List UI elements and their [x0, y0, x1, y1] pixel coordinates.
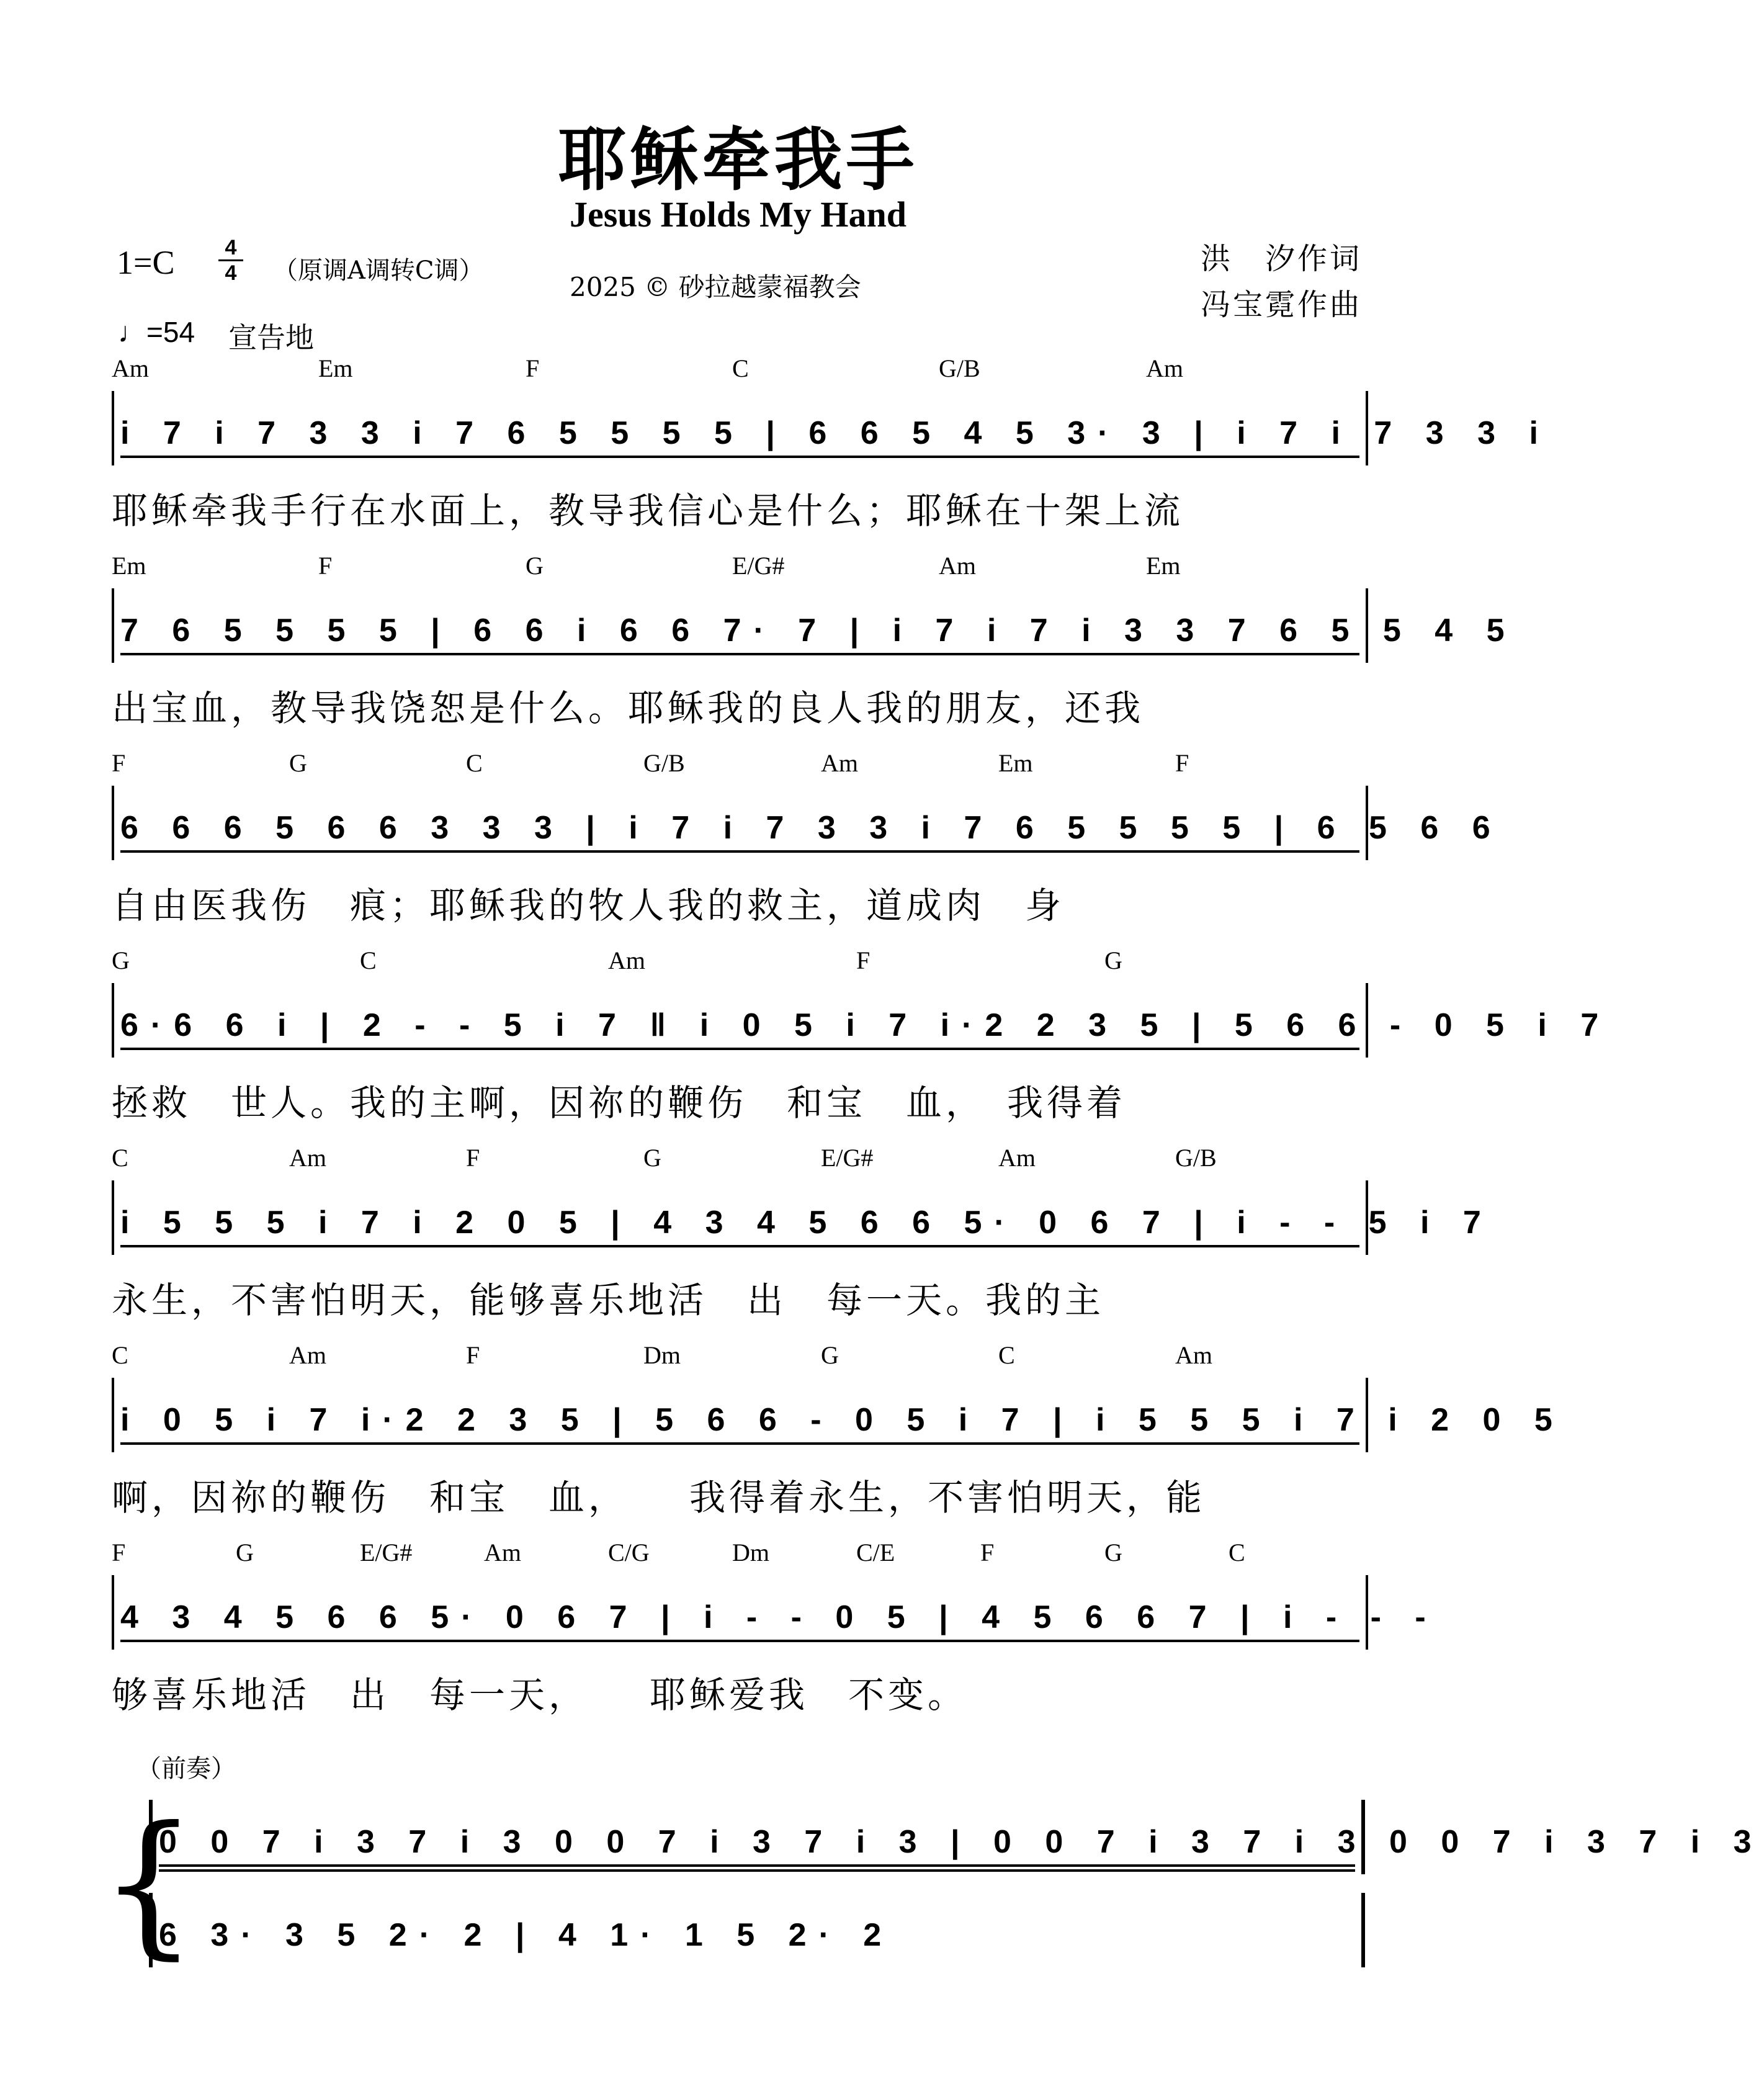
lyrics-line: 够喜乐地活 出 每一天， 耶稣爱我 不变。	[112, 1674, 968, 1716]
chord-symbol: G	[236, 1539, 254, 1566]
chord-symbol: G/B	[939, 354, 980, 382]
chord-symbol: Dm	[732, 1539, 769, 1566]
notation-row	[112, 391, 1551, 465]
chord-symbol: E/G#	[360, 1539, 413, 1566]
chord-symbol: Em	[998, 749, 1033, 777]
beam-line	[120, 456, 1359, 458]
chord-symbol: F	[466, 1144, 480, 1172]
chord-symbol: C	[1229, 1539, 1245, 1566]
time-signature	[218, 236, 243, 285]
chord-row	[112, 1532, 1368, 1575]
chord-symbol: F	[980, 1539, 995, 1566]
chord-symbol: C	[112, 1341, 128, 1369]
beam-line	[120, 653, 1359, 655]
chord-symbol: G/B	[1175, 1144, 1217, 1172]
prelude-upper-notes: 0 0 7 i 3 7 i 3 0 0 7 i 3 7 i 3 | 0 0 7 i 3 7 i 3 0 0 7 i 3 7 i 3	[159, 1824, 1764, 1860]
beam-line	[120, 1245, 1359, 1247]
time-signature-bottom: 4	[225, 261, 237, 285]
music-system	[112, 1137, 1493, 1329]
beam-line	[120, 1640, 1359, 1642]
jianpu-notes: i 0 5 i 7 i·2 2 3 5 | 5 6 6 - 0 5 i 7 | i 5 5 5 i 7 i 2 0 5	[120, 1402, 1565, 1438]
chord-symbol: Em	[318, 354, 353, 382]
copyright: 2025 © 砂拉越蒙福教会	[570, 272, 861, 302]
chord-symbol: Em	[1146, 552, 1181, 580]
jianpu-notes: i 5 5 5 i 7 i 2 0 5 | 4 3 4 5 6 6 5· 0 6 7 | i - - 5 i 7	[120, 1205, 1493, 1241]
tempo-marking: ♩=54	[118, 316, 195, 348]
lyrics-line: 啊，因祢的鞭伤 和宝 血， 我得着永生，不害怕明天，能	[112, 1476, 1206, 1519]
chord-symbol: C	[998, 1341, 1015, 1369]
chord-row	[112, 940, 1368, 983]
chord-symbol: E/G#	[821, 1144, 874, 1172]
original-key-note: （原调A调转C调）	[273, 256, 484, 285]
song-title: 耶稣牵我手	[558, 120, 918, 200]
notation-row	[112, 1180, 1493, 1255]
prelude-lower-staff	[149, 1893, 1365, 1967]
music-system	[112, 348, 1551, 540]
beam-line	[120, 850, 1359, 853]
composer-credit: 冯宝霓作曲	[1200, 287, 1362, 322]
chord-symbol: Am	[1146, 354, 1183, 382]
chord-symbol: G	[1104, 1539, 1122, 1566]
chord-symbol: Am	[939, 552, 976, 580]
chord-symbol: G	[112, 946, 130, 974]
prelude-lower-notes: 6 3· 3 5 2· 2 | 4 1· 1 5 2· 2	[159, 1917, 894, 1953]
lyrics-line: 耶稣牵我手行在水面上，教导我信心是什么；耶稣在十架上流	[112, 490, 1184, 532]
music-system	[112, 940, 1611, 1132]
chord-symbol: F	[318, 552, 333, 580]
chord-symbol: G	[289, 749, 307, 777]
chord-symbol: G	[1104, 946, 1122, 974]
music-system	[112, 545, 1517, 737]
chord-symbol: G	[526, 552, 544, 580]
chord-symbol: G	[821, 1341, 839, 1369]
beam-line	[159, 1869, 1355, 1872]
prelude-label: （前奏）	[137, 1754, 236, 1783]
chord-symbol: F	[112, 1539, 126, 1566]
chord-row	[112, 742, 1368, 786]
notation-row	[112, 786, 1503, 860]
beam-line	[120, 1442, 1359, 1445]
notation-row	[112, 983, 1611, 1058]
jianpu-notes: 6·6 6 i | 2 - - 5 i 7 ‖ i 0 5 i 7 i·2 2 3 5 | 5 6 6 - 0 5 i 7	[120, 1007, 1611, 1043]
chord-symbol: Am	[998, 1144, 1036, 1172]
notation-row	[112, 1575, 1438, 1650]
style-marking: 宣告地	[228, 321, 314, 354]
notation-row	[112, 588, 1517, 663]
music-system	[112, 1532, 1438, 1724]
lyrics-line: 自由医我伤 痕；耶稣我的牧人我的救主，道成肉 身	[112, 884, 1065, 927]
chord-symbol: C	[112, 1144, 128, 1172]
jianpu-notes: i 7 i 7 3 3 i 7 6 5 5 5 5 | 6 6 5 4 5 3· 3 | i 7 i 7 3 3 i	[120, 415, 1551, 451]
chord-row	[112, 348, 1368, 391]
chord-row	[112, 1137, 1368, 1180]
song-subtitle: Jesus Holds My Hand	[569, 194, 907, 235]
chord-symbol: Am	[289, 1341, 326, 1369]
jianpu-notes: 6 6 6 5 6 6 3 3 3 | i 7 i 7 3 3 i 7 6 5 5 5 5 | 6 5 6 6	[120, 810, 1503, 846]
beam-line	[159, 1864, 1355, 1867]
chord-symbol: Em	[112, 552, 146, 580]
chord-symbol: Am	[821, 749, 858, 777]
chord-symbol: F	[466, 1341, 480, 1369]
chord-symbol: Am	[112, 354, 149, 382]
chord-symbol: G	[643, 1144, 661, 1172]
music-system	[112, 742, 1503, 935]
chord-symbol: Dm	[643, 1341, 681, 1369]
chord-symbol: F	[526, 354, 540, 382]
prelude-upper-staff	[149, 1800, 1764, 1874]
chord-symbol: Am	[484, 1539, 521, 1566]
jianpu-notes: 7 6 5 5 5 5 | 6 6 i 6 6 7· 7 | i 7 i 7 i 3 3 7 6 5 5 4 5	[120, 613, 1517, 649]
beam-line	[120, 1048, 1359, 1050]
lyrics-line: 永生，不害怕明天，能够喜乐地活 出 每一天。我的主	[112, 1279, 1105, 1321]
chord-symbol: Am	[1175, 1341, 1212, 1369]
chord-symbol: C	[360, 946, 377, 974]
lyrics-line: 出宝血，教导我饶恕是什么。耶稣我的良人我的朋友，还我	[112, 687, 1145, 729]
notation-row	[112, 1378, 1565, 1452]
chord-symbol: F	[856, 946, 871, 974]
chord-symbol: F	[1175, 749, 1189, 777]
chord-symbol: Am	[608, 946, 645, 974]
lyricist-credit: 洪 汐作词	[1200, 241, 1362, 276]
chord-row	[112, 1334, 1368, 1378]
chord-symbol: C/G	[608, 1539, 650, 1566]
key-signature: 1=C	[117, 244, 175, 281]
chord-symbol: Am	[289, 1144, 326, 1172]
chord-symbol: F	[112, 749, 126, 777]
chord-symbol: G/B	[643, 749, 685, 777]
chord-symbol: C	[466, 749, 483, 777]
jianpu-notes: 4 3 4 5 6 6 5· 0 6 7 | i - - 0 5 | 4 5 6 6 7 | i - - -	[120, 1599, 1438, 1635]
music-system	[112, 1334, 1565, 1527]
chord-symbol: C/E	[856, 1539, 895, 1566]
chord-row	[112, 545, 1368, 588]
time-signature-top: 4	[225, 236, 237, 259]
lyrics-line: 拯救 世人。我的主啊，因祢的鞭伤 和宝 血， 我得着	[112, 1082, 1127, 1124]
chord-symbol: E/G#	[732, 552, 785, 580]
prelude-grand-staff	[99, 1793, 1764, 1974]
brace: {	[99, 1793, 199, 1974]
chord-symbol: C	[732, 354, 749, 382]
